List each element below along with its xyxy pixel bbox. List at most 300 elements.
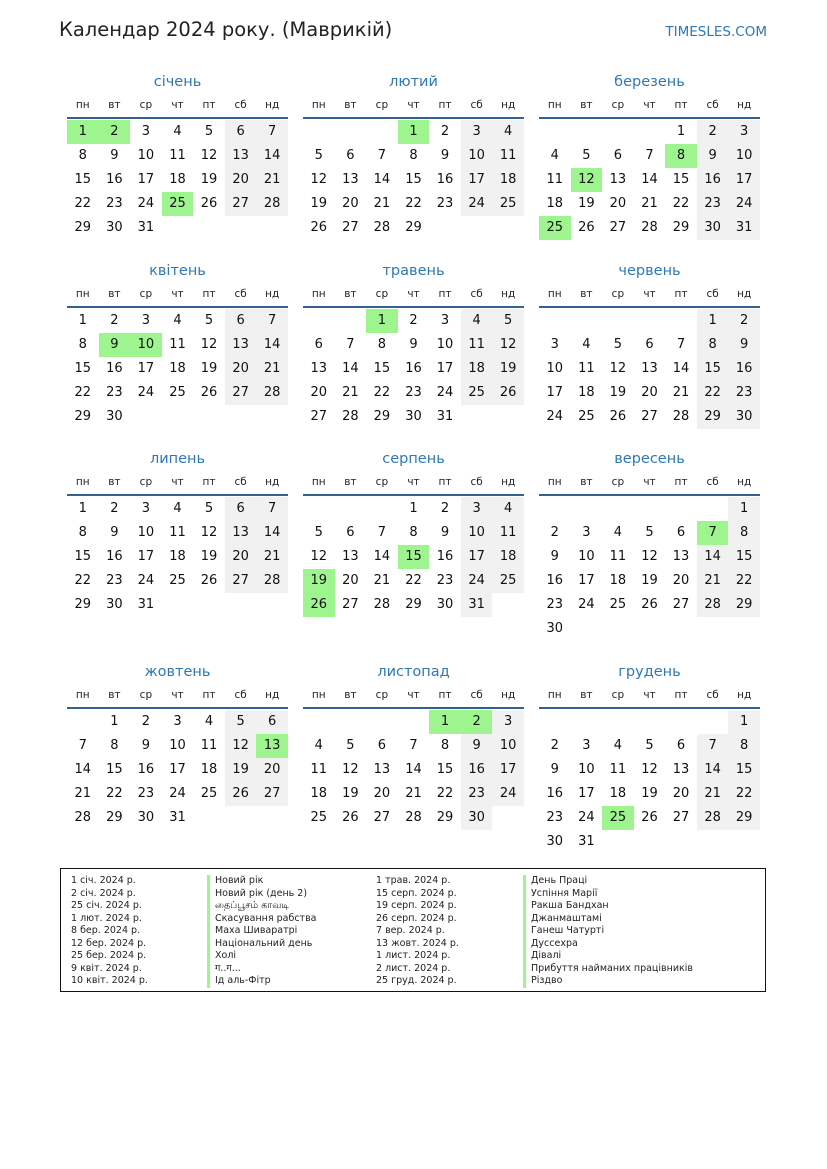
- day-cell: 13: [225, 521, 257, 545]
- weekday-label: чт: [171, 476, 184, 488]
- day-cell: 17: [461, 545, 493, 569]
- day-cell: 4: [173, 124, 182, 139]
- day-cell: 8: [377, 337, 387, 352]
- weekday-label: вт: [344, 99, 357, 111]
- day-cell: 19: [342, 786, 359, 801]
- holiday-date: 25 бер. 2024 р.: [71, 950, 147, 961]
- weekday-header: [539, 476, 760, 490]
- month-block: [67, 663, 288, 853]
- day-cell: 6: [314, 337, 323, 352]
- day-cell: 31: [578, 834, 595, 849]
- day-cell: 15: [728, 758, 760, 782]
- holiday-date: 10 квіт. 2024 р.: [71, 975, 148, 986]
- day-cell: 3: [582, 738, 591, 753]
- day-cell: 10: [436, 337, 454, 352]
- month-name: вересень: [614, 451, 685, 467]
- day-cell: 3: [440, 313, 450, 328]
- day-cell: 10: [137, 148, 155, 163]
- holiday-day-cell: 25: [602, 806, 634, 830]
- day-cell: 31: [461, 593, 493, 617]
- month-divider: [303, 306, 524, 308]
- day-cell: 24: [728, 192, 760, 216]
- day-cell: 22: [728, 782, 760, 806]
- day-cell: 15: [672, 172, 690, 187]
- weekday-label: сб: [706, 476, 719, 488]
- day-cell: 7: [645, 148, 654, 163]
- weekday-label: вт: [344, 689, 357, 701]
- day-cell: 18: [169, 172, 186, 187]
- weekday-label: сб: [234, 689, 247, 701]
- day-cell: 12: [641, 762, 658, 777]
- holiday-day-cell: 8: [665, 144, 697, 168]
- day-cell: 6: [225, 497, 257, 521]
- day-cell: 30: [106, 409, 123, 424]
- holiday-day-cell: 25: [162, 192, 194, 216]
- weekday-label: вт: [344, 476, 357, 488]
- day-cell: 16: [405, 361, 422, 376]
- weekday-header: [539, 288, 760, 302]
- day-cell: 30: [546, 834, 564, 849]
- day-cell: 11: [200, 738, 218, 753]
- day-cell: 7: [78, 738, 87, 753]
- day-cell: 9: [550, 762, 559, 777]
- weekday-header: [303, 288, 524, 302]
- weekday-header: [67, 689, 288, 703]
- month-name: січень: [153, 74, 202, 90]
- holiday-day-cell: 1: [67, 120, 99, 144]
- day-cell: 1: [110, 714, 119, 729]
- day-cell: 24: [137, 573, 155, 588]
- day-cell: 25: [200, 786, 218, 801]
- day-cell: 12: [310, 549, 328, 564]
- day-cell: 8: [78, 148, 87, 163]
- weekday-header: [303, 476, 524, 490]
- day-cell: 4: [613, 525, 623, 540]
- day-cell: 22: [373, 385, 391, 400]
- day-cell: 23: [106, 385, 123, 400]
- weekday-label: пт: [674, 99, 688, 111]
- month-block: [67, 73, 288, 263]
- day-cell: 25: [609, 597, 627, 612]
- day-cell: 12: [200, 148, 218, 163]
- day-cell: 3: [582, 525, 591, 540]
- day-cell: 15: [405, 172, 422, 187]
- day-cell: 16: [546, 573, 564, 588]
- weekday-label: сб: [234, 288, 247, 300]
- day-cell: 23: [106, 573, 123, 588]
- day-cell: 9: [461, 734, 493, 758]
- day-cell: 4: [173, 501, 182, 516]
- weekday-label: ср: [611, 99, 625, 111]
- weekday-label: нд: [737, 689, 752, 701]
- page-title: Календар 2024 року. (Маврикій): [59, 18, 393, 41]
- day-cell: 5: [204, 124, 214, 139]
- day-cell: 27: [641, 409, 658, 424]
- day-cell: 17: [461, 168, 493, 192]
- day-cell: 23: [405, 385, 422, 400]
- day-cell: 26: [310, 220, 328, 235]
- holiday-date: 15 серп. 2024 р.: [376, 887, 457, 899]
- weekday-header: [303, 99, 524, 113]
- day-cell: 17: [578, 786, 595, 801]
- day-cell: 20: [256, 758, 288, 782]
- holiday-date: 2 лист. 2024 р.: [376, 962, 451, 974]
- holiday-day-cell: 1: [366, 309, 398, 333]
- month-name: червень: [618, 263, 681, 279]
- month-name: березень: [614, 74, 685, 90]
- day-cell: 16: [546, 786, 564, 801]
- day-cell: 11: [310, 762, 328, 777]
- day-cell: 5: [492, 309, 524, 333]
- day-cell: 17: [492, 758, 524, 782]
- day-cell: 16: [461, 758, 493, 782]
- holiday-name: Ід аль-Фітр: [207, 975, 317, 988]
- day-cell: 27: [225, 381, 257, 405]
- day-cell: 15: [728, 545, 760, 569]
- weekday-label: сб: [234, 476, 247, 488]
- day-cell: 5: [645, 738, 654, 753]
- holiday-name: Національний день: [207, 938, 317, 951]
- day-cell: 30: [106, 597, 123, 612]
- day-cell: 15: [74, 549, 92, 564]
- day-cell: 8: [78, 525, 87, 540]
- day-cell: 22: [697, 381, 729, 405]
- day-cell: 18: [578, 385, 595, 400]
- weekday-label: нд: [501, 476, 516, 488]
- day-cell: 29: [728, 593, 760, 617]
- day-cell: 21: [256, 357, 288, 381]
- day-cell: 22: [106, 786, 123, 801]
- site-link[interactable]: TIMESLES.COM: [665, 24, 767, 40]
- day-cell: 30: [697, 216, 729, 240]
- day-cell: 10: [169, 738, 186, 753]
- day-cell: 3: [492, 710, 524, 734]
- day-cell: 2: [550, 525, 559, 540]
- day-grid: [67, 710, 288, 854]
- day-cell: 12: [492, 333, 524, 357]
- day-cell: 21: [641, 196, 658, 211]
- day-cell: 6: [676, 525, 686, 540]
- day-cell: 20: [342, 573, 359, 588]
- day-grid: [67, 309, 288, 453]
- month-name: листопад: [377, 664, 450, 680]
- day-cell: 11: [169, 337, 186, 352]
- day-cell: 12: [200, 337, 218, 352]
- day-cell: 28: [373, 597, 391, 612]
- day-cell: 21: [697, 569, 729, 593]
- weekday-label: ср: [375, 288, 389, 300]
- day-cell: 24: [492, 782, 524, 806]
- day-cell: 2: [550, 738, 559, 753]
- day-cell: 26: [200, 196, 218, 211]
- day-cell: 20: [609, 196, 627, 211]
- day-cell: 24: [578, 597, 595, 612]
- day-cell: 7: [256, 120, 288, 144]
- day-cell: 4: [314, 738, 323, 753]
- weekday-label: нд: [737, 99, 752, 111]
- day-cell: 28: [641, 220, 658, 235]
- day-cell: 24: [137, 385, 155, 400]
- weekday-label: ср: [139, 476, 153, 488]
- day-cell: 26: [492, 381, 524, 405]
- day-cell: 8: [440, 738, 450, 753]
- day-cell: 6: [346, 148, 355, 163]
- day-cell: 27: [672, 597, 690, 612]
- holiday-day-cell: 7: [697, 521, 729, 545]
- holiday-date: 1 трав. 2024 р.: [376, 875, 451, 886]
- month-name: травень: [382, 263, 445, 279]
- weekday-label: чт: [643, 476, 656, 488]
- day-cell: 28: [256, 569, 288, 593]
- holiday-name: День Праці: [523, 875, 693, 888]
- day-cell: 25: [169, 573, 186, 588]
- day-cell: 24: [137, 196, 155, 211]
- day-cell: 29: [106, 810, 123, 825]
- holiday-name: Дуссехра: [523, 938, 693, 951]
- holiday-date: 9 квіт. 2024 р.: [71, 962, 142, 974]
- day-cell: 29: [74, 220, 92, 235]
- day-cell: 14: [697, 758, 729, 782]
- day-cell: 24: [461, 569, 493, 593]
- weekday-label: вт: [580, 476, 593, 488]
- day-cell: 17: [578, 573, 595, 588]
- day-cell: 28: [697, 806, 729, 830]
- holiday-legend: [60, 868, 766, 992]
- weekday-label: пт: [202, 288, 216, 300]
- weekday-label: чт: [407, 99, 420, 111]
- weekday-label: ср: [139, 288, 153, 300]
- weekday-label: сб: [234, 99, 247, 111]
- day-cell: 13: [672, 549, 690, 564]
- day-cell: 6: [256, 710, 288, 734]
- day-cell: 28: [256, 192, 288, 216]
- day-cell: 21: [405, 786, 422, 801]
- month-block: [303, 663, 524, 853]
- day-cell: 9: [409, 337, 418, 352]
- day-grid: [303, 309, 524, 453]
- month-divider: [303, 494, 524, 496]
- day-cell: 1: [728, 710, 760, 734]
- day-cell: 28: [672, 409, 690, 424]
- weekday-label: чт: [407, 288, 420, 300]
- day-cell: 12: [310, 172, 328, 187]
- day-cell: 19: [225, 758, 257, 782]
- day-cell: 5: [645, 525, 654, 540]
- weekday-label: нд: [737, 476, 752, 488]
- day-cell: 11: [492, 144, 524, 168]
- holiday-name: Скасування рабства: [207, 913, 317, 926]
- month-divider: [539, 494, 760, 496]
- month-divider: [303, 707, 524, 709]
- month-name: грудень: [618, 664, 681, 680]
- holiday-name: Різдво: [523, 975, 693, 988]
- month-block: [539, 450, 760, 640]
- day-cell: 1: [409, 501, 418, 516]
- weekday-label: чт: [643, 689, 656, 701]
- weekday-label: сб: [470, 288, 483, 300]
- weekday-label: пн: [311, 288, 326, 300]
- month-block: [539, 663, 760, 853]
- holiday-date: 2 січ. 2024 р.: [71, 887, 136, 899]
- day-cell: 15: [436, 762, 454, 777]
- day-cell: 8: [728, 734, 760, 758]
- day-cell: 13: [310, 361, 328, 376]
- weekday-label: чт: [171, 99, 184, 111]
- holiday-name: Холі: [207, 950, 317, 963]
- weekday-label: пт: [202, 99, 216, 111]
- day-cell: 14: [373, 549, 391, 564]
- day-cell: 23: [697, 192, 729, 216]
- day-cell: 27: [342, 597, 359, 612]
- month-divider: [539, 707, 760, 709]
- day-cell: 20: [225, 168, 257, 192]
- day-cell: 19: [310, 196, 328, 211]
- weekday-label: нд: [265, 476, 280, 488]
- day-cell: 11: [578, 361, 595, 376]
- day-cell: 9: [440, 148, 450, 163]
- holiday-date: 1 січ. 2024 р.: [71, 875, 136, 886]
- day-cell: 26: [200, 385, 218, 400]
- day-cell: 30: [405, 409, 422, 424]
- day-cell: 15: [697, 357, 729, 381]
- day-cell: 25: [169, 385, 186, 400]
- month-block: [67, 450, 288, 640]
- day-cell: 19: [492, 357, 524, 381]
- day-cell: 9: [550, 549, 559, 564]
- holiday-day-cell: 12: [571, 168, 603, 192]
- day-cell: 21: [373, 196, 391, 211]
- day-cell: 13: [609, 172, 627, 187]
- weekday-label: пн: [75, 689, 90, 701]
- day-cell: 29: [728, 806, 760, 830]
- day-cell: 5: [225, 710, 257, 734]
- day-cell: 28: [697, 593, 729, 617]
- month-divider: [303, 117, 524, 119]
- day-cell: 6: [613, 148, 623, 163]
- day-cell: 13: [225, 333, 257, 357]
- weekday-label: ср: [611, 476, 625, 488]
- weekday-label: сб: [706, 689, 719, 701]
- day-cell: 31: [436, 409, 454, 424]
- weekday-label: вт: [108, 99, 121, 111]
- month-block: [539, 262, 760, 452]
- holiday-name: தைப்பூசம் காவடி: [207, 900, 317, 913]
- day-cell: 27: [225, 569, 257, 593]
- day-cell: 30: [546, 621, 564, 636]
- day-cell: 28: [342, 409, 359, 424]
- day-cell: 31: [728, 216, 760, 240]
- day-cell: 14: [256, 144, 288, 168]
- day-cell: 12: [200, 525, 218, 540]
- day-cell: 5: [314, 148, 323, 163]
- weekday-label: сб: [706, 288, 719, 300]
- day-cell: 29: [697, 405, 729, 429]
- weekday-label: чт: [643, 288, 656, 300]
- day-cell: 29: [436, 810, 454, 825]
- day-cell: 20: [373, 786, 391, 801]
- day-grid: [303, 120, 524, 264]
- day-grid: [303, 710, 524, 854]
- day-cell: 29: [373, 409, 391, 424]
- day-cell: 22: [74, 573, 92, 588]
- month-name: лютий: [389, 74, 438, 90]
- day-cell: 20: [225, 357, 257, 381]
- day-cell: 29: [405, 597, 422, 612]
- day-cell: 10: [546, 361, 564, 376]
- weekday-label: пн: [75, 288, 90, 300]
- day-cell: 21: [256, 168, 288, 192]
- day-cell: 18: [492, 168, 524, 192]
- day-cell: 4: [550, 148, 559, 163]
- holiday-name: Прибуття найманих працівників: [523, 963, 693, 976]
- day-cell: 8: [110, 738, 119, 753]
- day-cell: 28: [74, 810, 92, 825]
- day-cell: 22: [74, 196, 92, 211]
- holiday-day-cell: 9: [99, 333, 131, 357]
- day-cell: 23: [728, 381, 760, 405]
- day-cell: 24: [461, 192, 493, 216]
- weekday-label: пт: [674, 689, 688, 701]
- weekday-label: чт: [643, 99, 656, 111]
- day-cell: 18: [609, 573, 627, 588]
- day-cell: 13: [342, 172, 359, 187]
- weekday-label: ср: [375, 689, 389, 701]
- weekday-label: чт: [171, 689, 184, 701]
- day-cell: 31: [137, 220, 155, 235]
- day-cell: 5: [204, 501, 214, 516]
- month-block: [67, 262, 288, 452]
- day-cell: 13: [342, 549, 359, 564]
- holiday-day-cell: 2: [99, 120, 131, 144]
- weekday-label: сб: [706, 99, 719, 111]
- day-cell: 27: [373, 810, 391, 825]
- day-cell: 20: [672, 786, 690, 801]
- day-cell: 27: [672, 810, 690, 825]
- day-cell: 21: [256, 545, 288, 569]
- month-name: квітень: [149, 263, 206, 279]
- day-cell: 17: [546, 385, 564, 400]
- weekday-header: [67, 476, 288, 490]
- day-cell: 20: [225, 545, 257, 569]
- holiday-name: Дівалі: [523, 950, 693, 963]
- day-cell: 10: [461, 144, 493, 168]
- day-cell: 26: [342, 810, 359, 825]
- holiday-date: 1 лист. 2024 р.: [376, 950, 451, 961]
- day-cell: 5: [346, 738, 355, 753]
- day-cell: 2: [110, 313, 119, 328]
- holiday-name: Новий рік: [207, 875, 317, 888]
- holiday-name: Новий рік (день 2): [207, 888, 317, 901]
- day-cell: 4: [204, 714, 214, 729]
- day-cell: 27: [225, 192, 257, 216]
- day-cell: 13: [225, 144, 257, 168]
- holiday-date: 25 січ. 2024 р.: [71, 900, 142, 911]
- day-grid: [539, 309, 760, 453]
- weekday-label: нд: [737, 288, 752, 300]
- day-cell: 6: [645, 337, 654, 352]
- day-cell: 9: [110, 148, 119, 163]
- day-cell: 10: [728, 144, 760, 168]
- day-cell: 14: [641, 172, 658, 187]
- day-cell: 16: [106, 361, 123, 376]
- day-cell: 14: [74, 762, 92, 777]
- day-cell: 2: [110, 501, 119, 516]
- holiday-date: 25 груд. 2024 р.: [376, 975, 457, 986]
- day-cell: 11: [169, 525, 186, 540]
- day-cell: 24: [546, 409, 564, 424]
- day-cell: 25: [461, 381, 493, 405]
- weekday-label: пн: [547, 99, 562, 111]
